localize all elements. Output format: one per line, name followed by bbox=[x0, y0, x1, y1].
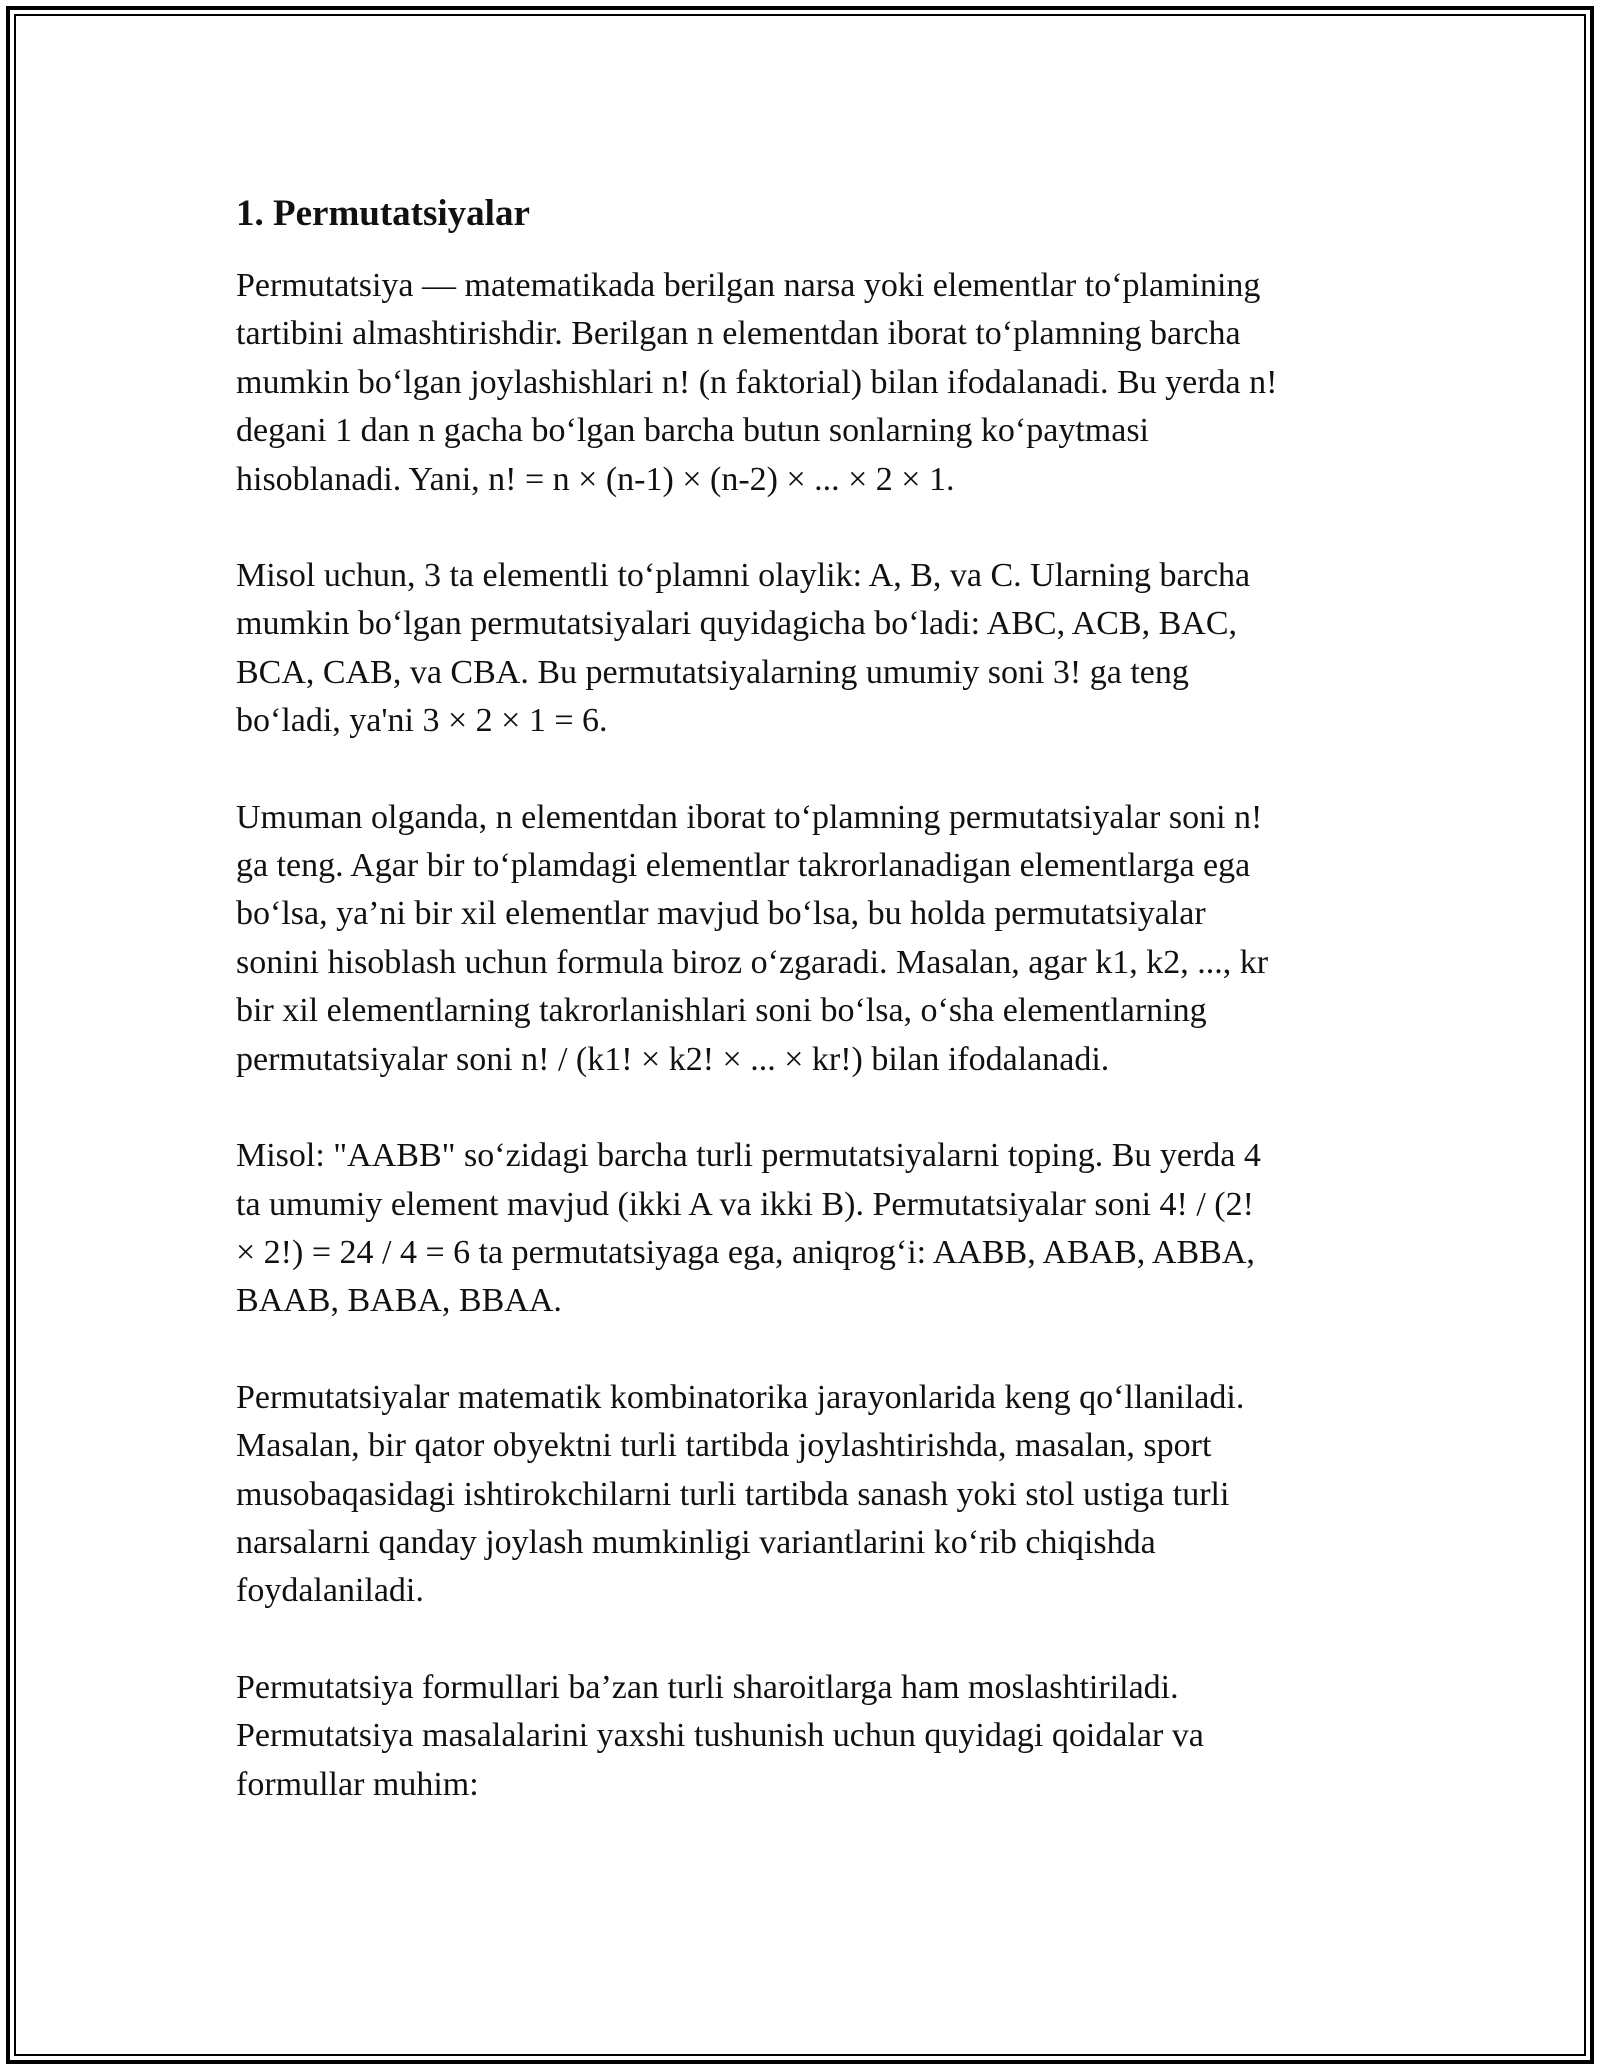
paragraph-example-abc: Misol uchun, 3 ta elementli to‘plamni olaylik: A, B, va C. Ularning barcha mumkin bo‘lgan permutatsiyalari quyidagicha bo‘ladi: ABC, ACB, BAC, BCA, CAB, va CBA. Bu permutatsiyalarning umumiy soni 3! ga teng bo‘ladi, ya'ni 3 × 2 × 1 = 6. bbox=[236, 557, 1251, 740]
paragraph-definition: Permutatsiya — matematikada berilgan narsa yoki elementlar to‘plamining tartibini almashtirishdir. Berilgan n elementdan iborat to‘plamning barcha mumkin bo‘lgan joylashishlari n! (n faktorial) bilan ifodalanadi. Bu yerda n! degani 1 dan n gacha bo‘lgan barcha butun sonlarning ko‘paytmasi hisoblanadi. Yani, n! = n × (n-1) × (n-2) × ... × 2 × 1. bbox=[236, 267, 1278, 498]
section-heading: 1. Permutatsiyalar bbox=[236, 193, 530, 234]
paragraph-formulas-intro: Permutatsiya formullari ba’zan turli sharoitlarga ham moslashtiriladi. Permutatsiya masalalarini yaxshi tushunish uchun quyidagi qoidalar va formullar muhim: bbox=[236, 1668, 1204, 1803]
paragraph-repeated-elements: Umuman olganda, n elementdan iborat to‘plamning permutatsiyalar soni n! ga teng. Agar bir to‘plamdagi elementlar takrorlanadigan elementlarga ega bo‘lsa, ya’ni bir xil elementlar mavjud bo‘lsa, bu holda permutatsiyalar sonini hisoblash uchun formula biroz o‘zgaradi. Masalan, agar k1, k2, ..., kr bir xil elementlarning takrorlanishlari soni bo‘lsa, o‘sha elementlarning permutatsiyalar soni n! / (k1! × k2! × ... × kr!) bilan ifodalanadi. bbox=[236, 798, 1269, 1078]
paragraph-applications: Permutatsiyalar matematik kombinatorika jarayonlarida keng qo‘llaniladi. Masalan, bir qator obyektni turli tartibda joylashtirishda, masalan, sport musobaqasidagi ishtirokchilarni turli tartibda sanash yoki stol ustiga turli narsalarni qanday joylash mumkinligi variantlarini ko‘rib chiqishda foydalaniladi. bbox=[236, 1378, 1245, 1610]
paragraph-example-aabb: Misol: "AABB" so‘zidagi barcha turli permutatsiyalarni toping. Bu yerda 4 ta umumiy element mavjud (ikki A va ikki B). Permutatsiyalar soni 4! / (2! × 2!) = 24 / 4 = 6 ta permutatsiyaga ega, aniqrog‘i: AABB, ABAB, ABBA, BAAB, BABA, BBAA. bbox=[236, 1137, 1261, 1320]
document-body bbox=[236, 186, 1356, 1857]
